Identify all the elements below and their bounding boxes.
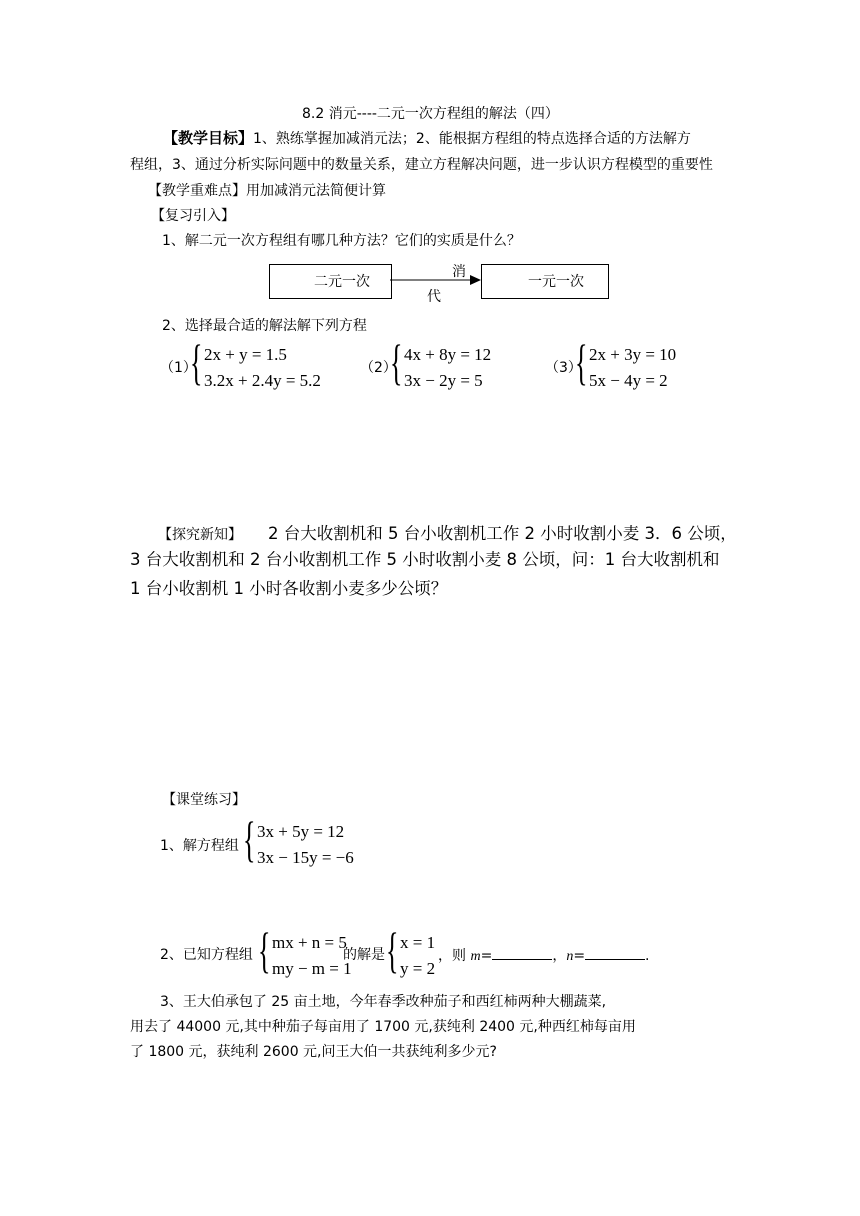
brace-icon: { xyxy=(258,923,271,979)
practice-1-system xyxy=(243,812,373,873)
review-question-1: 1、解二元一次方程组有哪几种方法？它们的实质是什么？ xyxy=(162,233,521,249)
practice-3-line2: 用去了 44000 元,其中种茄子每亩用了 1700 元,获纯利 2400 元,种西红柿每亩用 xyxy=(130,1019,636,1035)
brace-icon: { xyxy=(575,335,588,391)
system-3-eq1: 2x + 3y = 10 xyxy=(589,345,677,364)
brace-icon: { xyxy=(243,812,256,868)
key-points xyxy=(148,181,386,201)
explore-heading: 【探究新知】 xyxy=(158,527,242,543)
practice-2-sol2: y = 2 xyxy=(400,959,436,978)
practice-2-sol1: x = 1 xyxy=(400,933,436,952)
eq-sign-m: = xyxy=(480,948,493,964)
explore-text1: 2 台大收割机和 5 台小收割机工作 2 小时收割小麦 3．6 公顷， xyxy=(268,524,737,543)
practice-1-label: 1、解方程组 xyxy=(160,838,239,854)
blank-m[interactable] xyxy=(492,945,552,960)
blank-n[interactable] xyxy=(585,945,645,960)
review-heading: 【复习引入】 xyxy=(151,208,235,224)
practice-2-answer xyxy=(438,945,650,967)
practice-2-eq1: mx + n = 5 xyxy=(272,933,347,952)
system-3 xyxy=(575,335,695,396)
practice-2-mid: 的解是 xyxy=(343,947,385,963)
objectives-text1: 1、熟练掌握加减消元法；2、能根据方程组的特点选择合适的方法解方 xyxy=(253,131,691,147)
practice-2-then: ，则 xyxy=(438,948,471,964)
objectives-line2: 程组，3、通过分析实际问题中的数量关系，建立方程解决问题，进一步认识方程模型的重要性 xyxy=(130,157,713,173)
practice-3-line3: 了 1800 元，获纯利 2600 元,问王大伯一共获纯利多少元? xyxy=(130,1044,497,1060)
objectives-heading: 【教学目标】 xyxy=(163,129,254,147)
arrow-label-top: 消 xyxy=(452,264,466,280)
practice-2-solution xyxy=(386,923,446,984)
eq-sign-n: = xyxy=(573,948,586,964)
review-question-2: 2、选择最合适的解法解下列方程 xyxy=(162,318,367,334)
explore-line3: 1 台小收割机 1 小时各收割小麦多少公顷？ xyxy=(130,579,448,598)
practice-3-line1: 3、王大伯承包了 25 亩土地，今年春季改种茄子和西红柿两种大棚蔬菜, xyxy=(160,994,607,1010)
brace-icon: { xyxy=(390,335,403,391)
system-1-eq1: 2x + y = 1.5 xyxy=(204,345,287,364)
system-1 xyxy=(190,335,330,396)
key-points-text: 用加减消元法简便计算 xyxy=(246,183,386,199)
box-one-variable-label: 一元一次 xyxy=(528,274,584,290)
var-m: m xyxy=(470,949,481,964)
practice-2-eq2: my − m = 1 xyxy=(272,959,352,978)
practice-2-system xyxy=(258,923,352,984)
key-points-heading: 【教学重难点】 xyxy=(148,183,246,199)
practice-heading: 【课堂练习】 xyxy=(162,792,246,808)
objectives-line1 xyxy=(163,128,691,149)
system-2-label: （2） xyxy=(360,360,397,376)
arrow-label-bottom: 代 xyxy=(427,289,441,305)
explore-line2: 3 台大收割机和 2 台小收割机工作 5 小时收割小麦 8 公顷，问：1 台大收割机和 xyxy=(130,550,720,569)
system-2 xyxy=(390,335,510,396)
comma: ， xyxy=(552,948,567,964)
end-period: . xyxy=(645,948,650,964)
system-1-eq2: 3.2x + 2.4y = 5.2 xyxy=(204,371,321,390)
system-3-eq2: 5x − 4y = 2 xyxy=(589,371,668,390)
system-1-label: （1） xyxy=(160,360,197,376)
brace-icon: { xyxy=(386,923,399,979)
practice-1-eq1: 3x + 5y = 12 xyxy=(257,822,345,841)
brace-icon: { xyxy=(190,335,203,391)
box-two-variable xyxy=(269,264,392,299)
arrow-icon xyxy=(390,272,482,288)
explore-line1 xyxy=(158,522,737,547)
system-3-label: （3） xyxy=(545,360,582,376)
var-n: n xyxy=(566,949,574,964)
system-2-eq1: 4x + 8y = 12 xyxy=(404,345,492,364)
system-2-eq2: 3x − 2y = 5 xyxy=(404,371,483,390)
practice-1-eq2: 3x − 15y = −6 xyxy=(257,848,354,867)
box-one-variable xyxy=(481,264,609,299)
practice-2-label: 2、已知方程组 xyxy=(160,947,253,963)
page-title: 8.2 消元----二元一次方程组的解法（四） xyxy=(302,106,559,122)
box-two-variable-label: 二元一次 xyxy=(314,274,370,290)
